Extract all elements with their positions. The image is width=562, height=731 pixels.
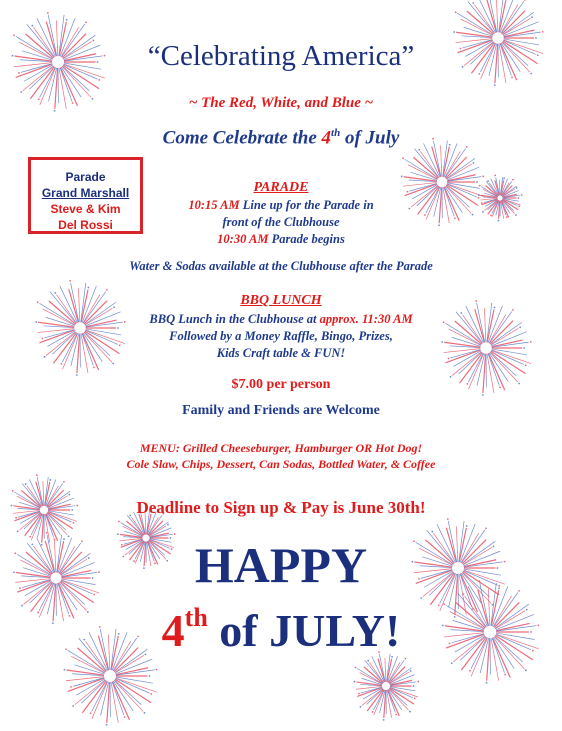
parade-line3 [0,231,562,248]
family-welcome: Family and Friends are Welcome [0,403,562,419]
grand-marshall-line1: Parade [31,169,140,185]
page-subtitle: ~ The Red, White, and Blue ~ [0,95,562,112]
bbq-heading: BBQ LUNCH [0,293,562,309]
parade-time2: 10:30 AM [217,232,268,246]
bbq-details [0,311,562,362]
july-sup: th [185,603,208,632]
bbq-text1: BBQ Lunch in the Clubhouse at [149,312,319,326]
parade-text3: Parade begins [268,232,344,246]
menu [0,440,562,472]
july-heading [0,603,562,657]
parade-details [0,197,562,248]
parade-heading: PARADE [0,180,562,196]
bbq-line2: Followed by a Money Raffle, Bingo, Prizes, [0,328,562,345]
july-rest: of JULY! [208,605,401,656]
water-sodas-note: Water & Sodas available at the Clubhouse after the Parade [0,258,562,275]
deadline: Deadline to Sign up & Pay is June 30th! [0,498,562,518]
happy-heading: HAPPY [0,536,562,594]
firework-icon [347,647,425,725]
come-celebrate-number: 4 [322,127,332,148]
bbq-line3: Kids Craft table & FUN! [0,345,562,362]
menu-line1: MENU: Grilled Cheeseburger, Hamburger OR Hot Dog! [0,440,562,456]
come-celebrate-line [0,127,562,149]
page-title: “Celebrating America” [0,40,562,73]
come-celebrate-rest: of July [340,127,399,148]
price: $7.00 per person [0,377,562,393]
come-celebrate-prefix: Come Celebrate the [163,127,322,148]
grand-marshall-line4: Del Rossi [31,217,140,233]
bbq-time: approx. 11:30 AM [320,312,413,326]
parade-text1: Line up for the Parade in [240,198,374,212]
parade-line1 [0,197,562,214]
parade-time1: 10:15 AM [188,198,239,212]
come-celebrate-sup: th [331,127,340,139]
bbq-line1 [0,311,562,328]
parade-line2: front of the Clubhouse [0,214,562,231]
menu-line2: Cole Slaw, Chips, Dessert, Can Sodas, Bottled Water, & Coffee [0,456,562,472]
july-number: 4 [162,605,185,656]
grand-marshall-line3: Steve & Kim [31,201,140,217]
grand-marshall-line2: Grand Marshall [31,185,140,201]
